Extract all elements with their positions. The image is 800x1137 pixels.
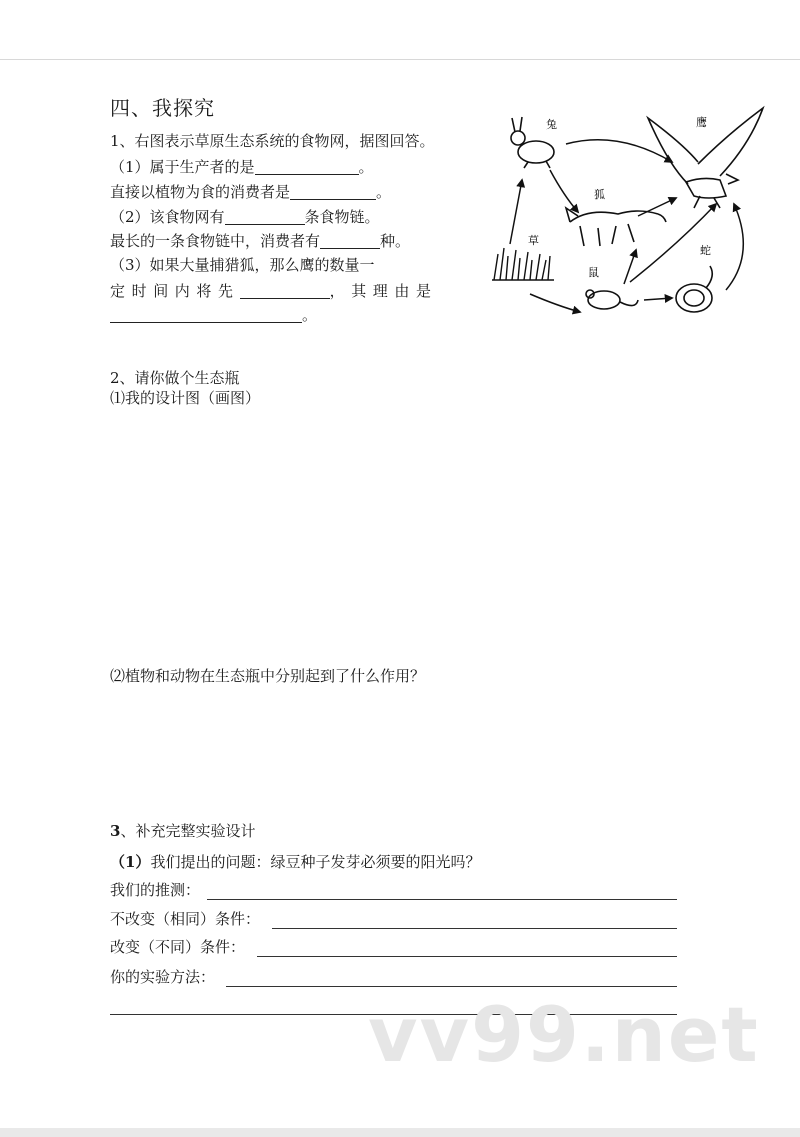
q3-variable-label: 改变（不同）条件： xyxy=(110,938,246,956)
page-top-rule xyxy=(0,59,800,60)
q1-reason-blank[interactable] xyxy=(110,306,302,323)
q3-hypothesis-label: 我们的推测： xyxy=(110,881,201,899)
q2-design-prompt: ⑴我的设计图（画图） xyxy=(110,389,261,407)
q1-producer-blank[interactable] xyxy=(255,158,359,175)
snake-drawing xyxy=(676,266,712,312)
q1-chains-line xyxy=(110,208,380,226)
q2-roles-prompt: ⑵植物和动物在生态瓶中分别起到了什么作用？ xyxy=(110,667,426,685)
rabbit-label: 兔 xyxy=(546,118,557,131)
snake-label: 蛇 xyxy=(700,244,711,257)
q1-chains-blank[interactable] xyxy=(225,208,305,225)
q1-consumer-label: 直接以植物为食的消费者是 xyxy=(110,183,291,201)
q1-intro: 1、右图表示草原生态系统的食物网，据图回答。 xyxy=(110,132,435,150)
mouse-label: 鼠 xyxy=(588,266,599,279)
fox-drawing xyxy=(566,208,666,246)
q2-intro: 2、请你做个生态瓶 xyxy=(110,369,240,387)
q3-constant-blank[interactable] xyxy=(272,928,677,929)
q1-eagle-trend-blank[interactable] xyxy=(240,282,330,299)
q1-reason-label: ，其理由是 xyxy=(329,282,438,300)
q1-chains-end: 条食物链。 xyxy=(304,208,380,226)
q1-longest-label: 最长的一条食物链中，消费者有 xyxy=(110,232,321,250)
q1-longest-end: 种。 xyxy=(380,232,411,250)
q1-consumer-blank[interactable] xyxy=(290,183,376,200)
q3-question-text: 我们提出的问题：绿豆种子发芽必须要的阳光吗？ xyxy=(150,853,481,871)
grass-label: 草 xyxy=(528,234,539,247)
q1-chains-label: （2）该食物网有 xyxy=(110,208,225,226)
q3-constant-label: 不改变（相同）条件： xyxy=(110,910,261,928)
fox-label: 狐 xyxy=(594,188,605,201)
q1-longest-blank[interactable] xyxy=(320,232,380,249)
q1-producer-line xyxy=(110,158,374,176)
q3-variable-blank[interactable] xyxy=(257,956,677,957)
q1-producer-label: （1）属于生产者的是 xyxy=(110,158,255,176)
q3-number: 3 xyxy=(110,822,121,840)
q3-method-blank[interactable] xyxy=(226,986,677,987)
q3-hypothesis-blank[interactable] xyxy=(207,899,677,900)
q3-question-line xyxy=(110,853,480,871)
q3-title xyxy=(110,822,255,840)
grass-drawing xyxy=(492,248,554,280)
eagle-label: 鹰 xyxy=(696,116,707,129)
section-title: 四、我探究 xyxy=(110,96,215,120)
q1-eagle-trend-line xyxy=(110,282,438,300)
q3-title-text: 、补充完整实验设计 xyxy=(120,822,256,840)
page-bottom-edge xyxy=(0,1128,800,1137)
q1-reason-line xyxy=(110,306,317,324)
mouse-drawing xyxy=(586,290,638,309)
q1-eagle-trend-label: 定时间内将先 xyxy=(110,282,240,300)
q1-consumer-line xyxy=(110,183,391,201)
q1-reason-end: 。 xyxy=(302,306,318,324)
q1-longest-line xyxy=(110,232,410,250)
q3-method-label: 你的实验方法： xyxy=(110,968,216,986)
q3-question-number: （1） xyxy=(110,853,151,871)
watermark: vv99.net xyxy=(368,990,760,1079)
food-web-figure xyxy=(488,104,770,324)
q1-consumer-end: 。 xyxy=(376,183,392,201)
q1-producer-end: 。 xyxy=(358,158,374,176)
q1-fox-hunt-line: （3）如果大量捕猎狐，那么鹰的数量一 xyxy=(110,256,375,274)
